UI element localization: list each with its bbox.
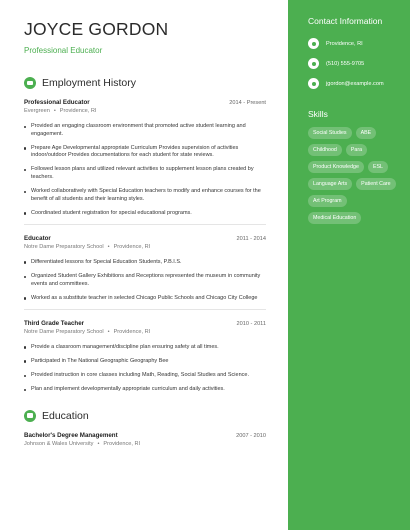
job-bullet: Plan and implement developmentally appropriate curriculum and daily activities.	[24, 386, 266, 394]
contact-phone	[308, 58, 400, 69]
job-dates: 2011 - 2014	[236, 235, 266, 242]
separator-dot: •	[97, 440, 100, 447]
job-bullet: Organized Student Gallery Exhibitions and Receptions represented the museum in community events and committees.	[24, 273, 266, 288]
employment-section-header	[24, 77, 266, 89]
job-bullet: Participated in The National Geographic Geography Bee	[24, 358, 266, 366]
degree-title: Bachelor's Degree Management	[24, 431, 118, 439]
skill-pill: Social Studies	[308, 127, 352, 139]
job-entry	[24, 99, 266, 217]
job-bullet: Provide a classroom management/discipline plan ensuring safety at all times.	[24, 344, 266, 352]
job-employer-line	[24, 108, 266, 114]
skill-pill: Childhood	[308, 144, 342, 156]
job-location: Providence, RI	[113, 243, 151, 250]
briefcase-icon	[24, 77, 36, 89]
graduation-cap-icon	[24, 410, 36, 422]
job-location: Providence, RI	[59, 108, 97, 114]
education-dates: 2007 - 2010	[236, 432, 266, 439]
candidate-name: JOYCE GORDON	[24, 19, 169, 39]
job-bullet: Provided an engaging classroom environment that promoted active student learning and engagement.	[24, 123, 266, 138]
skill-pill: Patient Care	[356, 178, 395, 190]
school-line	[24, 441, 266, 447]
skill-pill: Art Program	[308, 195, 347, 207]
job-entry	[24, 235, 266, 302]
contact-phone-text[interactable]: (510) 555-9705	[326, 60, 365, 67]
employment-heading: Employment History	[42, 77, 136, 89]
contact-location	[308, 38, 400, 49]
contact-heading: Contact Information	[308, 16, 383, 26]
job-bullet: Worked collaboratively with Special Education teachers to modify and enhance courses for the benefit of all students and their learning styles.	[24, 188, 266, 203]
separator-dot: •	[107, 328, 110, 335]
contact-email	[308, 78, 400, 89]
education-heading: Education	[42, 409, 89, 422]
job-bullet: Coordinated student registration for special educational programs.	[24, 210, 266, 218]
skill-pill: Product Knowledge	[308, 161, 364, 173]
job-employer: Notre Dame Preparatory School	[24, 243, 104, 250]
job-bullets	[24, 123, 266, 217]
job-bullet: Worked as a substitute teacher in selected Chicago Public Schools and Chicago City College	[24, 295, 266, 303]
job-employer-line	[24, 329, 266, 335]
phone-icon	[308, 58, 319, 69]
skills-heading: Skills	[308, 109, 328, 119]
job-bullets	[24, 344, 266, 394]
job-bullets	[24, 259, 266, 302]
skills-list	[308, 127, 400, 229]
divider	[24, 309, 266, 310]
divider	[24, 224, 266, 225]
job-employer-line	[24, 244, 266, 250]
education-section-header	[24, 410, 266, 422]
job-title: Third Grade Teacher	[24, 319, 85, 327]
separator-dot: •	[53, 108, 56, 114]
job-employer: Notre Dame Preparatory School	[24, 328, 104, 335]
job-title: Educator	[24, 234, 51, 242]
job-bullet: Followed lesson plans and utilized relevant activities to supplement lesson plans created by teachers.	[24, 166, 266, 181]
school-location: Providence, RI	[103, 440, 141, 447]
job-dates: 2010 - 2011	[236, 320, 266, 327]
candidate-title: Professional Educator	[24, 46, 103, 55]
contact-email-text[interactable]: jgordon@example.com	[326, 80, 384, 87]
job-employer: Evergreen	[24, 108, 50, 114]
job-bullet: Prepare Age Developmental appropriate Curriculum Provides supervision of activities indoor/outdoor Provides documentations for each student for state reviews.	[24, 145, 266, 160]
skill-pill: Language Arts	[308, 178, 352, 190]
job-entry	[24, 320, 266, 394]
school-name: Johnson & Wales University	[24, 440, 94, 447]
job-bullet: Provided instruction in core classes including Math, Reading, Social Studies and Science.	[24, 372, 266, 380]
job-bullet: Differentiated lessons for Special Education Students, P.B.I.S.	[24, 259, 266, 267]
job-location: Providence, RI	[113, 328, 151, 335]
skill-pill: ABE	[356, 127, 377, 139]
skill-pill: Medical Education	[308, 212, 361, 224]
email-icon	[308, 78, 319, 89]
location-pin-icon	[308, 38, 319, 49]
skill-pill: ESL	[368, 161, 388, 173]
separator-dot: •	[107, 243, 110, 250]
resume-sidebar	[288, 0, 410, 530]
education-entry	[24, 432, 266, 447]
contact-location-text: Providence, RI	[326, 40, 363, 47]
job-dates: 2014 - Present	[229, 100, 266, 106]
job-title: Professional Educator	[24, 99, 90, 106]
skill-pill: Para	[346, 144, 367, 156]
